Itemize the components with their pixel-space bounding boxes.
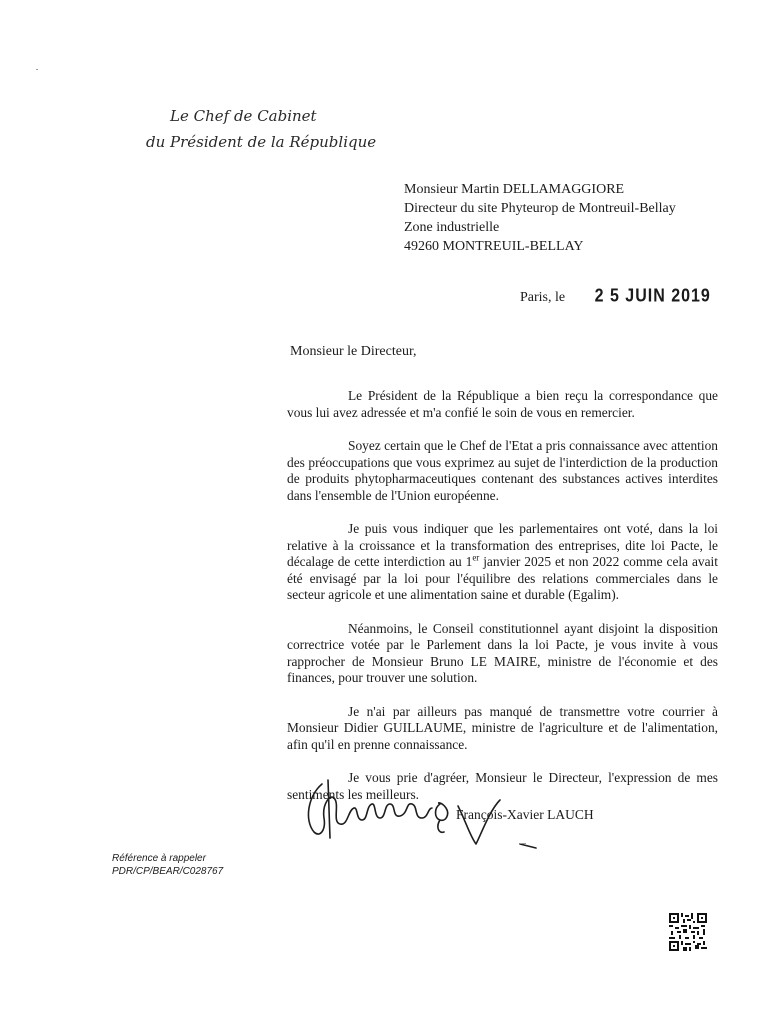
body-paragraph-6: Je vous prie d'agréer, Monsieur le Directeur, l'expression de mes sentiments les meilleurs. <box>287 770 718 802</box>
qr-code-icon <box>669 913 707 951</box>
letterhead-line-1: Le Chef de Cabinet <box>170 107 317 125</box>
body-paragraph-1: Le Président de la République a bien reçu la correspondance que vous lui avez adressée et m'a confié le soin de vous en remercier. <box>287 388 718 420</box>
body-paragraph-3-start: Je puis vous indiquer que les parlementaires ont voté, dans la loi relative à la croissance et la transformation des entreprises, dite loi Pacte, le décalage de cette interdiction au 1 <box>287 521 718 569</box>
reference-code: PDR/CP/BEAR/C028767 <box>112 866 224 877</box>
recipient-address-line-1: Zone industrielle <box>404 220 500 235</box>
scan-speck <box>36 69 38 70</box>
body-paragraph-5: Je n'ai par ailleurs pas manqué de transmettre votre courrier à Monsieur Didier GUILLAUME, ministre de l'agriculture et de l'alimentation, afin qu'il en prenne connaissance. <box>287 703 718 752</box>
body-paragraph-3 <box>287 521 718 604</box>
reference-label: Référence à rappeler <box>112 853 206 864</box>
letterhead <box>140 103 376 155</box>
body-paragraph-3-end: janvier 2025 et non 2022 comme cela avait été envisagé par la loi pour l'équilibre des relations commerciales dans le secteur agricole et une alimentation saine et durable (Egalim). <box>287 554 718 602</box>
recipient-address-line-2: 49260 MONTREUIL-BELLAY <box>404 239 584 254</box>
letter-body <box>287 388 718 820</box>
ordinal-superscript: er <box>472 552 480 563</box>
date-stamp: 2 5 JUIN 2019 <box>594 286 711 307</box>
salutation: Monsieur le Directeur, <box>290 344 417 359</box>
signatory-name: François-Xavier LAUCH <box>456 807 594 822</box>
reference-block <box>112 852 223 878</box>
letterhead-line-2: du Président de la République <box>146 133 377 151</box>
body-paragraph-4: Néanmoins, le Conseil constitutionnel ayant disjoint la disposition correctrice votée par le Parlement dans la loi Pacte, je vous invite à vous rapprocher de Monsieur Bruno LE MAIRE, ministre de l'économie et des finances, pour trouver une solution. <box>287 620 718 685</box>
dateline <box>520 287 711 308</box>
date-place: Paris, le <box>520 290 566 305</box>
scan-speck <box>520 843 526 844</box>
recipient-title: Directeur du site Phyteurop de Montreuil-Bellay <box>404 201 676 216</box>
body-paragraph-2: Soyez certain que le Chef de l'Etat a pris connaissance avec attention des préoccupations que vous exprimez au sujet de l'interdiction de la production de produits phytopharmaceutiques contenant des substances actives interdites dans l'ensemble de l'Union européenne. <box>287 438 718 503</box>
recipient-address-block <box>404 180 676 256</box>
recipient-name: Monsieur Martin DELLAMAGGIORE <box>404 182 625 197</box>
